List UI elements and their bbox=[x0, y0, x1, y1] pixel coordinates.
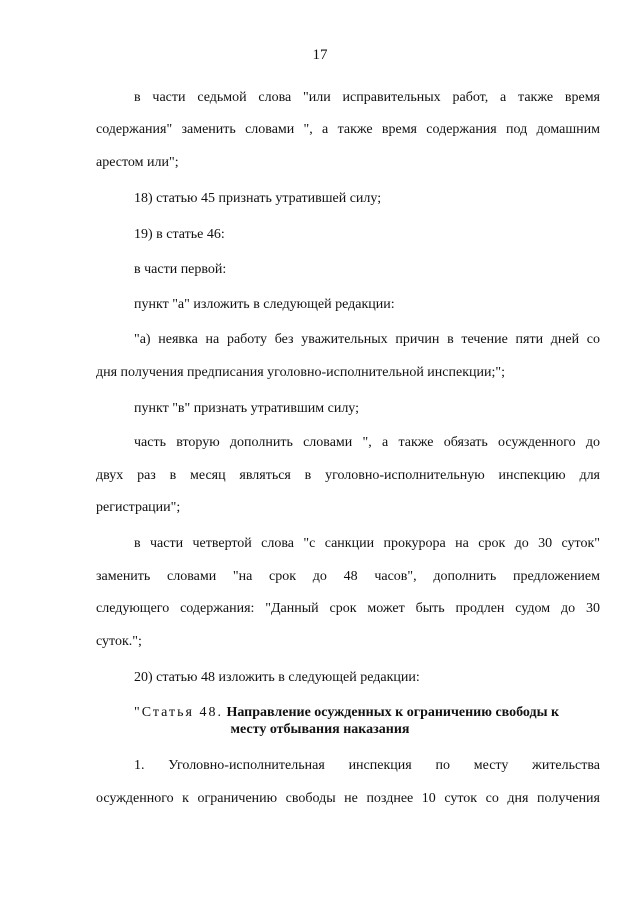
article-heading-title-continued: месту отбывания наказания bbox=[230, 722, 410, 737]
article-heading-title: Направление осужденных к ограничению свободы к bbox=[226, 705, 560, 720]
paragraph-line: "а) неявка на работу без уважительных причин в течение пяти дней со bbox=[134, 332, 600, 347]
paragraph-line: в части четвертой слова "с санкции прокурора на срок до 30 суток" bbox=[134, 536, 600, 551]
paragraph-line: дня получения предписания уголовно-исполнительной инспекции;"; bbox=[96, 365, 505, 380]
paragraph-line: содержания" заменить словами ", а также время содержания под домашним bbox=[96, 122, 600, 137]
paragraph-line: пункт "в" признать утратившим силу; bbox=[134, 401, 360, 416]
paragraph-line: в части седьмой слова "или исправительных работ, а также время bbox=[134, 90, 600, 105]
paragraph-line: осужденного к ограничению свободы не позднее 10 суток со дня получения bbox=[96, 791, 600, 806]
paragraph-line: 1. Уголовно-исполнительная инспекция по месту жительства bbox=[134, 758, 600, 773]
paragraph-line: 18) статью 45 признать утратившей силу; bbox=[134, 191, 382, 206]
paragraph-line: регистрации"; bbox=[96, 500, 181, 515]
paragraph-line: 20) статью 48 изложить в следующей редакции: bbox=[134, 670, 420, 685]
paragraph-line: 19) в статье 46: bbox=[134, 227, 225, 242]
paragraph-line: арестом или"; bbox=[96, 155, 179, 170]
paragraph-line: часть вторую дополнить словами ", а также обязать осужденного до bbox=[134, 435, 600, 450]
article-heading-line bbox=[134, 704, 559, 722]
paragraph-line: пункт "а" изложить в следующей редакции: bbox=[134, 297, 395, 312]
paragraph-line: суток."; bbox=[96, 634, 142, 649]
paragraph-line: следующего содержания: "Данный срок может быть продлен судом до 30 bbox=[96, 601, 600, 616]
page-number: 17 bbox=[312, 47, 328, 63]
article-heading-prefix: "Статья 48. bbox=[134, 705, 223, 720]
paragraph-line: двух раз в месяц являться в уголовно-исполнительную инспекцию для bbox=[96, 468, 600, 483]
paragraph-line: заменить словами "на срок до 48 часов", дополнить предложением bbox=[96, 569, 600, 584]
paragraph-line: в части первой: bbox=[134, 262, 227, 277]
